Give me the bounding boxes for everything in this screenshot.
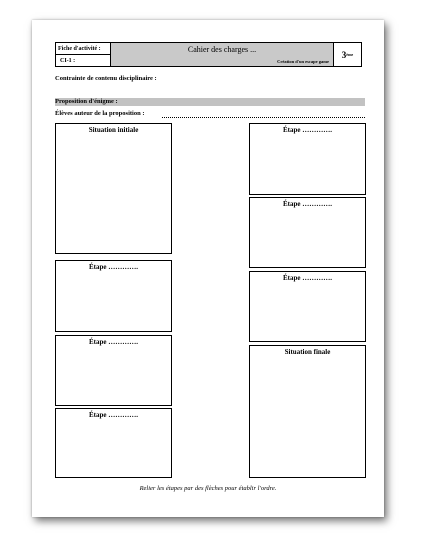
situation-initiale-label: Situation initiale xyxy=(88,126,139,134)
etape-label: Étape …………. xyxy=(283,200,332,208)
eleves-label: Élèves auteur de la proposition : xyxy=(55,110,145,117)
etape-label: Étape …………. xyxy=(89,338,138,346)
etape-box xyxy=(55,335,172,406)
level-number: 3 xyxy=(341,49,347,60)
proposition-band xyxy=(55,98,365,106)
etape-box xyxy=(249,123,366,195)
situation-finale-box xyxy=(249,345,366,478)
etape-box xyxy=(249,197,366,268)
header-table xyxy=(55,42,362,67)
contrainte-label: Contrainte de contenu disciplinaire : xyxy=(55,75,157,82)
header-title-cell xyxy=(111,43,334,66)
situation-initiale-box xyxy=(55,123,172,254)
footer-instruction: Relier les étapes par des flèches pour établir l'ordre. xyxy=(139,485,277,492)
worksheet-page xyxy=(32,20,384,517)
etape-label: Étape …………. xyxy=(89,411,138,419)
etape-box xyxy=(55,260,172,332)
proposition-label: Proposition d'énigme : xyxy=(55,98,118,105)
level-cell xyxy=(334,43,361,66)
etape-label: Étape …………. xyxy=(283,274,332,282)
header-title: Cahier des charges ... xyxy=(187,45,257,54)
etape-label: Étape …………. xyxy=(283,126,332,134)
etape-label: Étape …………. xyxy=(89,263,138,271)
header-left-cells xyxy=(56,43,111,66)
fiche-label: Fiche d'activité : xyxy=(58,45,101,52)
etape-box xyxy=(55,408,172,478)
eleves-dotted-line xyxy=(162,117,365,118)
level-suffix: ème xyxy=(346,52,354,57)
header-subtitle: Création d'un escape game xyxy=(277,59,329,64)
situation-finale-label: Situation finale xyxy=(284,348,331,356)
ci-label: CI-1 : xyxy=(56,54,110,66)
etape-box xyxy=(249,271,366,342)
